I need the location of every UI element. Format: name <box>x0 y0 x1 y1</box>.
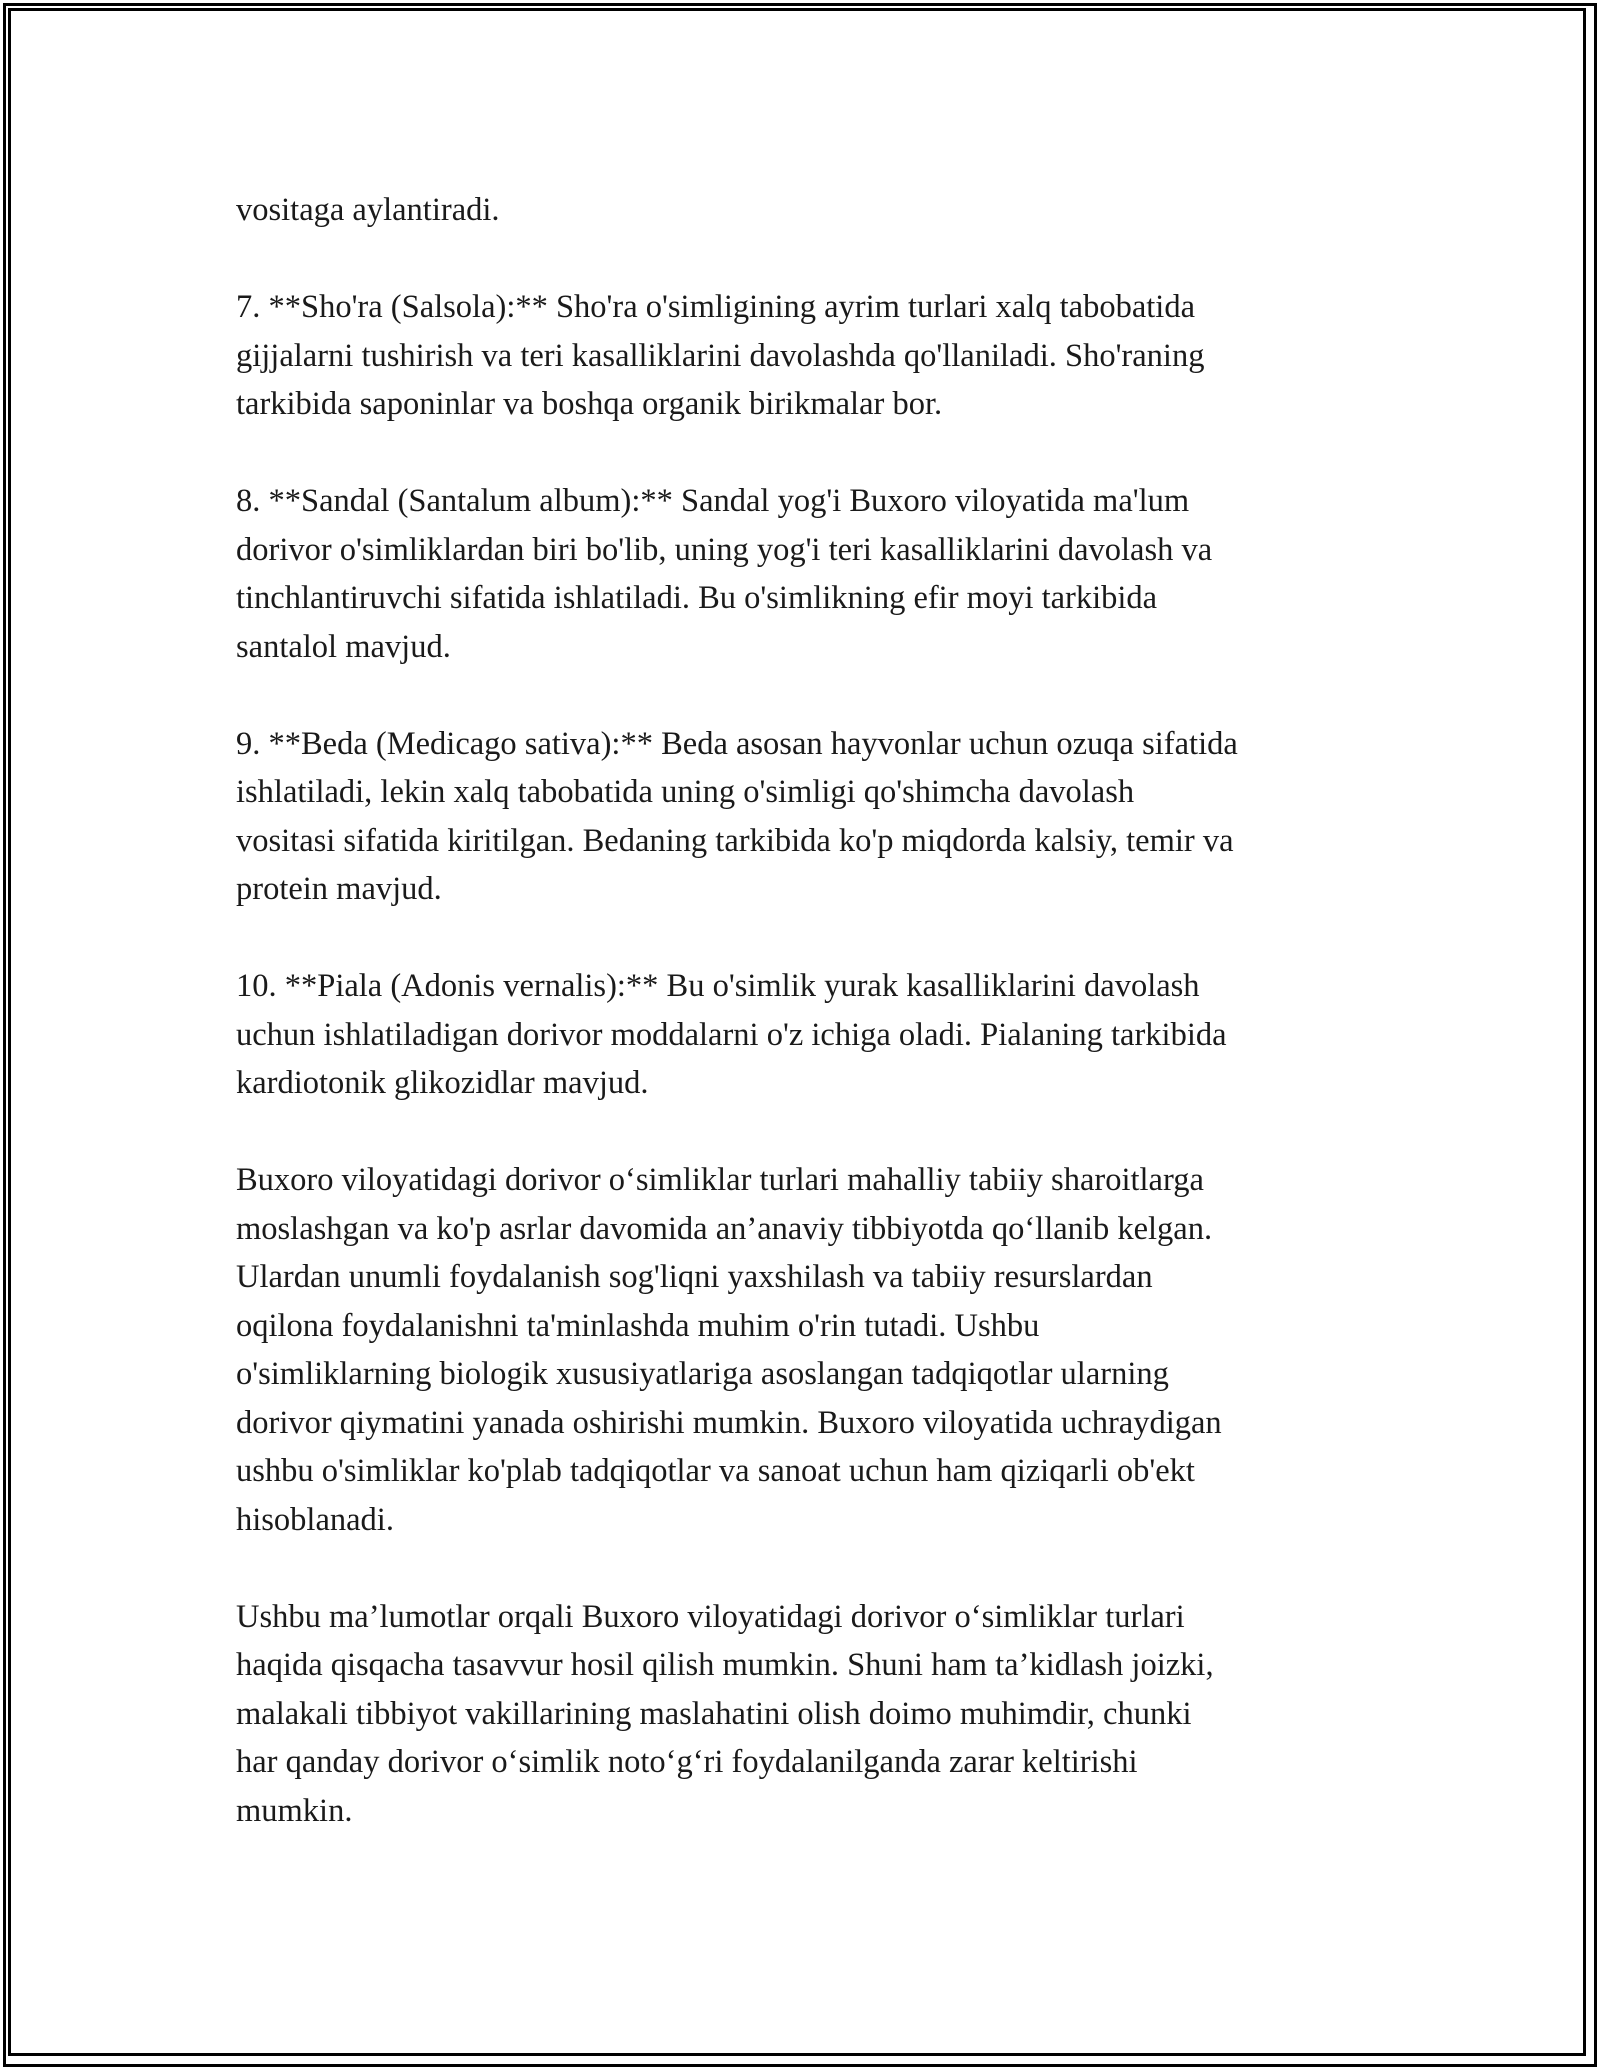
paragraph-item-10-piala: 10. **Piala (Adonis vernalis):** Bu o'simlik yurak kasalliklarini davolash uchun ishlatiladigan dorivor moddalarni o'z ichiga oladi. Pialaning tarkibida kardiotonik glikozidlar mavjud. <box>236 968 1227 1101</box>
document-body <box>236 186 1386 1884</box>
paragraph-conclusion: Ushbu ma’lumotlar orqali Buxoro viloyatidagi dorivor o‘simliklar turlari haqida qisqacha tasavvur hosil qilish mumkin. Shuni ham ta’kidlash joizki, malakali tibbiyot vakillarining maslahatini olish doimo muhimdir, chunki har qanday dorivor o‘simlik noto‘g‘ri foydalanilganda zarar keltirishi mumkin. <box>236 1598 1214 1829</box>
paragraph-continuation: vositaga aylantiradi. <box>236 192 500 228</box>
paragraph-item-8-sandal: 8. **Sandal (Santalum album):** Sandal yog'i Buxoro viloyatida ma'lum dorivor o'simliklardan biri bo'lib, uning yog'i teri kasalliklarini davolash va tinchlantiruvchi sifatida ishlatiladi. Bu o'simlikning efir moyi tarkibida santalol mavjud. <box>236 483 1213 665</box>
paragraph-item-9-beda: 9. **Beda (Medicago sativa):** Beda asosan hayvonlar uchun ozuqa sifatida ishlatiladi, lekin xalq tabobatida uning o'simligi qo'shimcha davolash vositasi sifatida kiritilgan. Bedaning tarkibida ko'p miqdorda kalsiy, temir va protein mavjud. <box>236 725 1238 907</box>
paragraph-item-7-shora: 7. **Sho'ra (Salsola):** Sho'ra o'simligining ayrim turlari xalq tabobatida gijjalarni tushirish va teri kasalliklarini davolashda qo'llaniladi. Sho'raning tarkibida saponinlar va boshqa organik birikmalar bor. <box>236 289 1205 422</box>
paragraph-summary: Buxoro viloyatidagi dorivor o‘simliklar turlari mahalliy tabiiy sharoitlarga moslashgan va ko'p asrlar davomida an’anaviy tibbiyotda qo‘llanib kelgan. Ulardan unumli foydalanish sog'liqni yaxshilash va tabiiy resurslardan oqilona foydalanishni ta'minlashda muhim o'rin tutadi. Ushbu o'simliklarning biologik xususiyatlariga asoslangan tadqiqotlar ularning dorivor qiymatini yanada oshirishi mumkin. Buxoro viloyatida uchraydigan ushbu o'simliklar ko'plab tadqiqotlar va sanoat uchun ham qiziqarli ob'ekt hisoblanadi. <box>236 1162 1222 1538</box>
